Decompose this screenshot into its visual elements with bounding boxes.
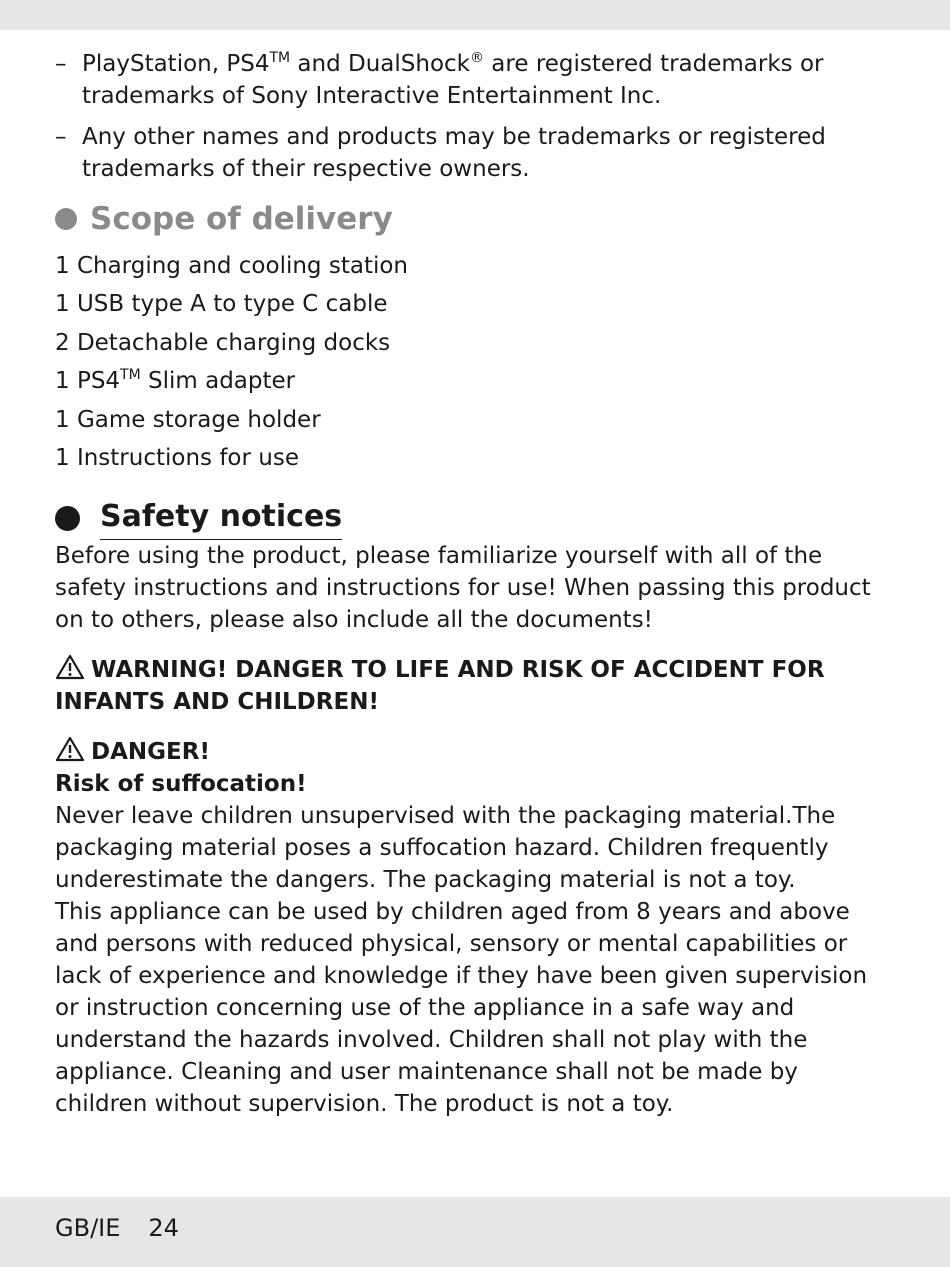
danger-text: Never leave children unsupervised with the packaging material.The packaging material poses a suffocation hazard. Children frequently underestimate the dangers. The packaging material is not a toy.	[55, 803, 836, 894]
footer-locale: GB/IE	[55, 1214, 121, 1242]
bullet-dot-icon	[55, 208, 77, 230]
trademark-text: PlayStation, PS4	[82, 51, 270, 77]
warning-text: WARNING! DANGER TO LIFE AND RISK OF ACCIDENT FOR INFANTS AND CHILDREN!	[55, 657, 825, 716]
list-item: 1 USB type A to type C cable	[55, 291, 388, 318]
trademark-text: are registered trademarks or trademarks of Sony Interactive Entertainment Inc.	[82, 51, 824, 109]
dash-marker: –	[55, 51, 67, 77]
warning-notice	[55, 654, 895, 718]
safety-intro: Before using the product, please familiarize yourself with all of the safety instructions and instructions for use! When passing this product on to others, please also include all the documents!	[55, 543, 871, 634]
page-number: 24	[148, 1214, 179, 1242]
trademark-text: Any other names and products may be trademarks or registered trademarks of their respective owners.	[82, 124, 826, 182]
list-item-text: Slim adapter	[140, 368, 296, 395]
warning-triangle-icon	[55, 736, 85, 762]
scope-heading	[55, 199, 895, 239]
list-item: 1 Charging and cooling station	[55, 253, 408, 279]
trademark-note-others	[55, 121, 895, 185]
list-item: 1 Game storage holder	[55, 406, 321, 433]
dash-marker: –	[55, 124, 67, 150]
safety-heading-text: Safety notices	[100, 497, 342, 540]
list-item: 2 Detachable charging docks	[55, 329, 391, 356]
list-item-text: 1 PS4	[55, 368, 121, 395]
top-band	[0, 0, 950, 30]
trademark-text: and DualShock	[290, 51, 470, 77]
bullet-dot-icon	[55, 506, 80, 531]
danger-subheading: Risk of suffocation!	[55, 771, 307, 798]
danger-label-text: DANGER!	[91, 739, 210, 766]
tm-mark: TM	[269, 50, 291, 66]
list-item	[55, 362, 895, 400]
trademark-note-sony	[55, 48, 895, 112]
tm-mark: TM	[120, 367, 141, 384]
scope-heading-text: Scope of delivery	[90, 201, 393, 237]
list-item: 1 Instructions for use	[55, 445, 299, 472]
warning-triangle-icon	[55, 654, 85, 680]
registered-mark: ®	[470, 50, 484, 66]
page-footer	[55, 1212, 179, 1244]
scope-list	[55, 247, 895, 477]
appliance-usage-text: This appliance can be used by children aged from 8 years and above and persons with reduced physical, sensory or mental capabilities or lack of experience and knowledge if they have been given supervision or instruction concerning use of the appliance in a safe way and understand the hazards involved. Children shall not play with the appliance. Cleaning and user maintenance shall not be made by children without supervision. The product is not a toy.	[55, 899, 868, 1118]
danger-block	[55, 736, 895, 896]
trademark-notes	[55, 48, 895, 185]
safety-heading	[55, 497, 895, 540]
danger-label	[55, 736, 895, 768]
page-content	[55, 48, 895, 1120]
